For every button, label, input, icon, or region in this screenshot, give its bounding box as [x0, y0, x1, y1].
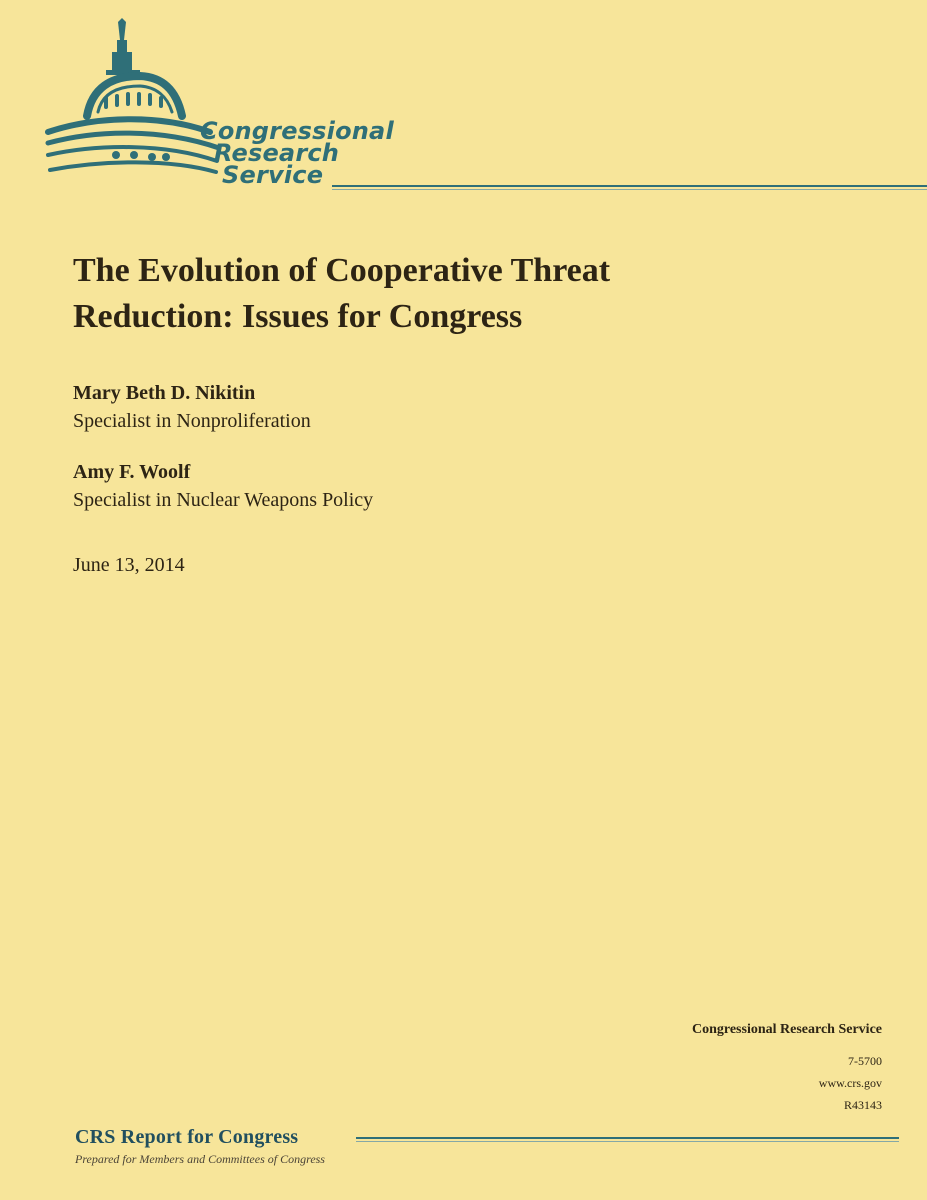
author-1-name: Mary Beth D. Nikitin: [73, 382, 256, 404]
report-number: R43143: [843, 1098, 882, 1112]
report-title: [73, 248, 833, 340]
title-line-1: The Evolution of Cooperative Threat: [73, 252, 611, 289]
author-1: [73, 380, 713, 435]
header-rule-thick: [332, 185, 927, 187]
report-date: June 13, 2014: [73, 554, 185, 576]
author-2: [73, 459, 713, 514]
author-2-name: Amy F. Woolf: [73, 461, 191, 483]
logo-line-3: Service: [222, 161, 324, 189]
publication-code: 7-5700: [848, 1054, 882, 1068]
footer-rule-thin: [356, 1141, 899, 1142]
header-rule-thin: [332, 189, 927, 190]
website-text: www.crs.gov: [818, 1076, 882, 1090]
author-1-role: Specialist in Nonproliferation: [73, 410, 311, 432]
footer-rule-thick: [356, 1137, 899, 1139]
logo-line-1: Congressional: [200, 117, 394, 145]
publication-info: [562, 1020, 882, 1116]
title-line-2: Reduction: Issues for Congress: [73, 298, 523, 335]
logo-wordmark: [200, 117, 394, 189]
footer-subtitle: Prepared for Members and Committees of Congress: [75, 1152, 325, 1166]
crs-logo: [40, 12, 900, 202]
logo-line-2: Research: [214, 139, 340, 167]
author-2-role: Specialist in Nuclear Weapons Policy: [73, 489, 374, 511]
footer-title: CRS Report for Congress: [75, 1126, 299, 1148]
organization-label: Congressional Research Service: [691, 1022, 882, 1037]
